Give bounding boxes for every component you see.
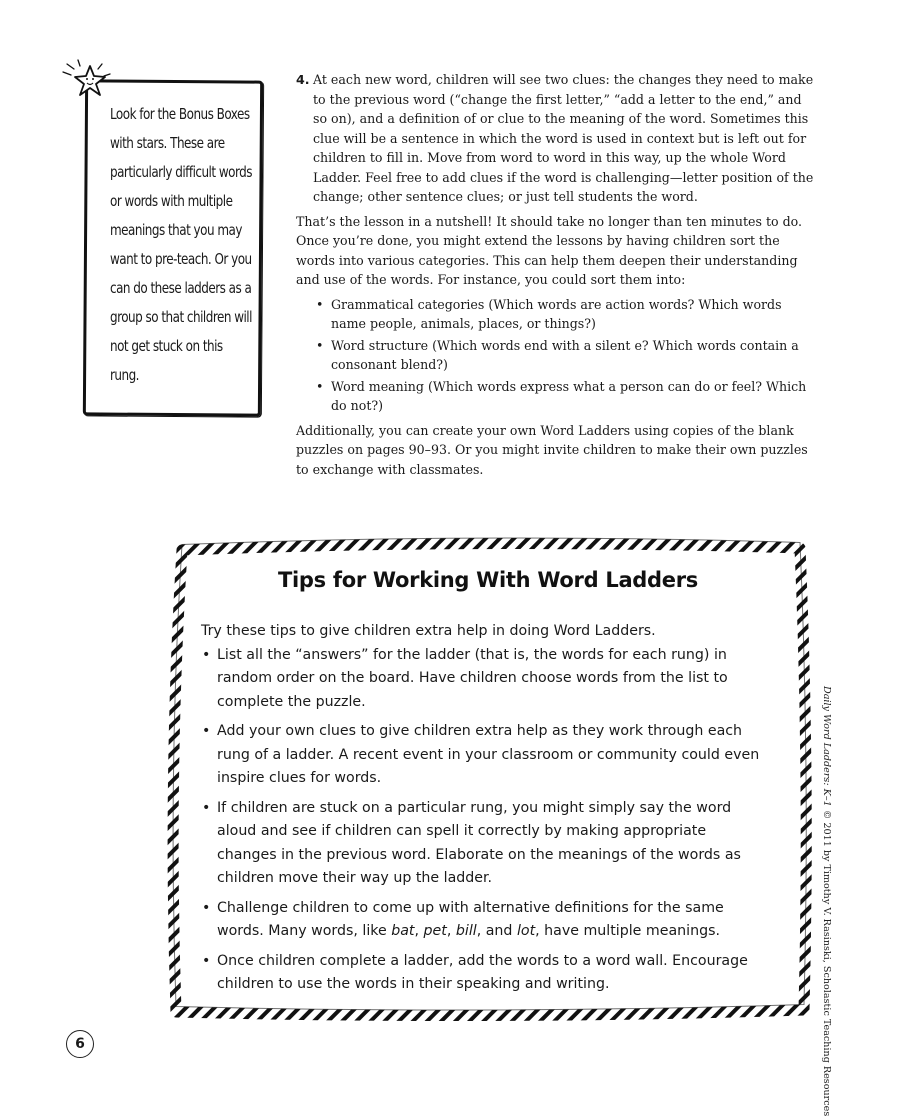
side-credit — [821, 686, 832, 1116]
example-word: lot — [516, 923, 536, 939]
tip-text: Challenge children to come up with alternative definitions for the same words. Many words, like — [217, 899, 724, 939]
tips-title: Tips for Working With Word Ladders — [278, 568, 698, 592]
category-list — [296, 295, 814, 416]
list-item: • Grammatical categories (Which words are action words? Which words name people, animals, places, or things?) — [316, 295, 814, 334]
page-number: 6 — [66, 1030, 94, 1058]
list-item: • Word structure (Which words end with a silent e? Which words contain a consonant blend?) — [316, 336, 814, 375]
example-word: pet — [423, 923, 447, 939]
example-word: bill — [455, 923, 477, 939]
star-icon — [60, 58, 116, 102]
bonus-box-text: Look for the Bonus Boxes with stars. These are particularly difficult words or words with multiple meanings that you may want to pre-teach. Or you can do these ladders as a group so that children will not get stuck on this rung. — [110, 105, 252, 384]
list-item: • Add your own clues to give children extra help as they work through each rung of a ladder. A recent event in your classroom or community could even inspire clues for words. — [200, 720, 770, 791]
tip-text: , have multiple meanings. — [535, 923, 721, 939]
step-number: 4. — [296, 72, 310, 87]
credit-title: Daily Word Ladders: K–1 — [821, 686, 832, 807]
example-word: bat — [391, 923, 415, 939]
credit-copyright: © 2011 by Timothy V. Rasinski, Scholastic Teaching Resources — [821, 806, 832, 1116]
list-item: • List all the “answers” for the ladder (that is, the words for each rung) in random order on the board. Have children choose words from the list to complete the puzzle. — [200, 644, 770, 715]
separator: , — [446, 923, 456, 939]
step-4 — [296, 70, 814, 207]
list-item: • Word meaning (Which words express what a person can do or feel? Which do not?) — [316, 377, 814, 416]
tips-body — [200, 620, 770, 997]
main-text-column — [296, 70, 814, 479]
tips-intro: Try these tips to give children extra help in doing Word Ladders. — [201, 623, 656, 639]
tips-list — [200, 644, 770, 997]
separator: , — [414, 923, 424, 939]
separator: , and — [476, 923, 517, 939]
step-text: At each new word, children will see two clues: the changes they need to make to the previous word (“change the first letter,” “add a letter to the end,” and so on), and a definition of or clue to the meaning of the word. Sometimes this clue will be a sentence in which the word is used in context but is left out for children to fill in. Move from word to word in this way, up the whole Word Ladder. Feel free to add clues if the word is challenging—letter position of the change; other sentence clues; or just tell students the word. — [313, 72, 814, 204]
paragraph-additionally: Additionally, you can create your own Word Ladders using copies of the blank puzzles on pages 90–93. Or you might invite children to make their own puzzles to exchange with classmates. — [296, 422, 808, 477]
list-item: • Once children complete a ladder, add the words to a word wall. Encourage children to use the words in their speaking and writing. — [200, 950, 770, 997]
list-item: • If children are stuck on a particular rung, you might simply say the word aloud and see if children can spell it correctly by making appropriate changes in the previous word. Elaborate on the meanings of the words as children move their way up the ladder. — [200, 797, 770, 891]
list-item — [200, 897, 770, 944]
paragraph-nutshell: That’s the lesson in a nutshell! It should take no longer than ten minutes to do. Once you’re done, you might extend the lessons by having children sort the words into various categories. This can help them deepen their understanding and use of the words. For instance, you could sort them into: — [296, 213, 803, 287]
